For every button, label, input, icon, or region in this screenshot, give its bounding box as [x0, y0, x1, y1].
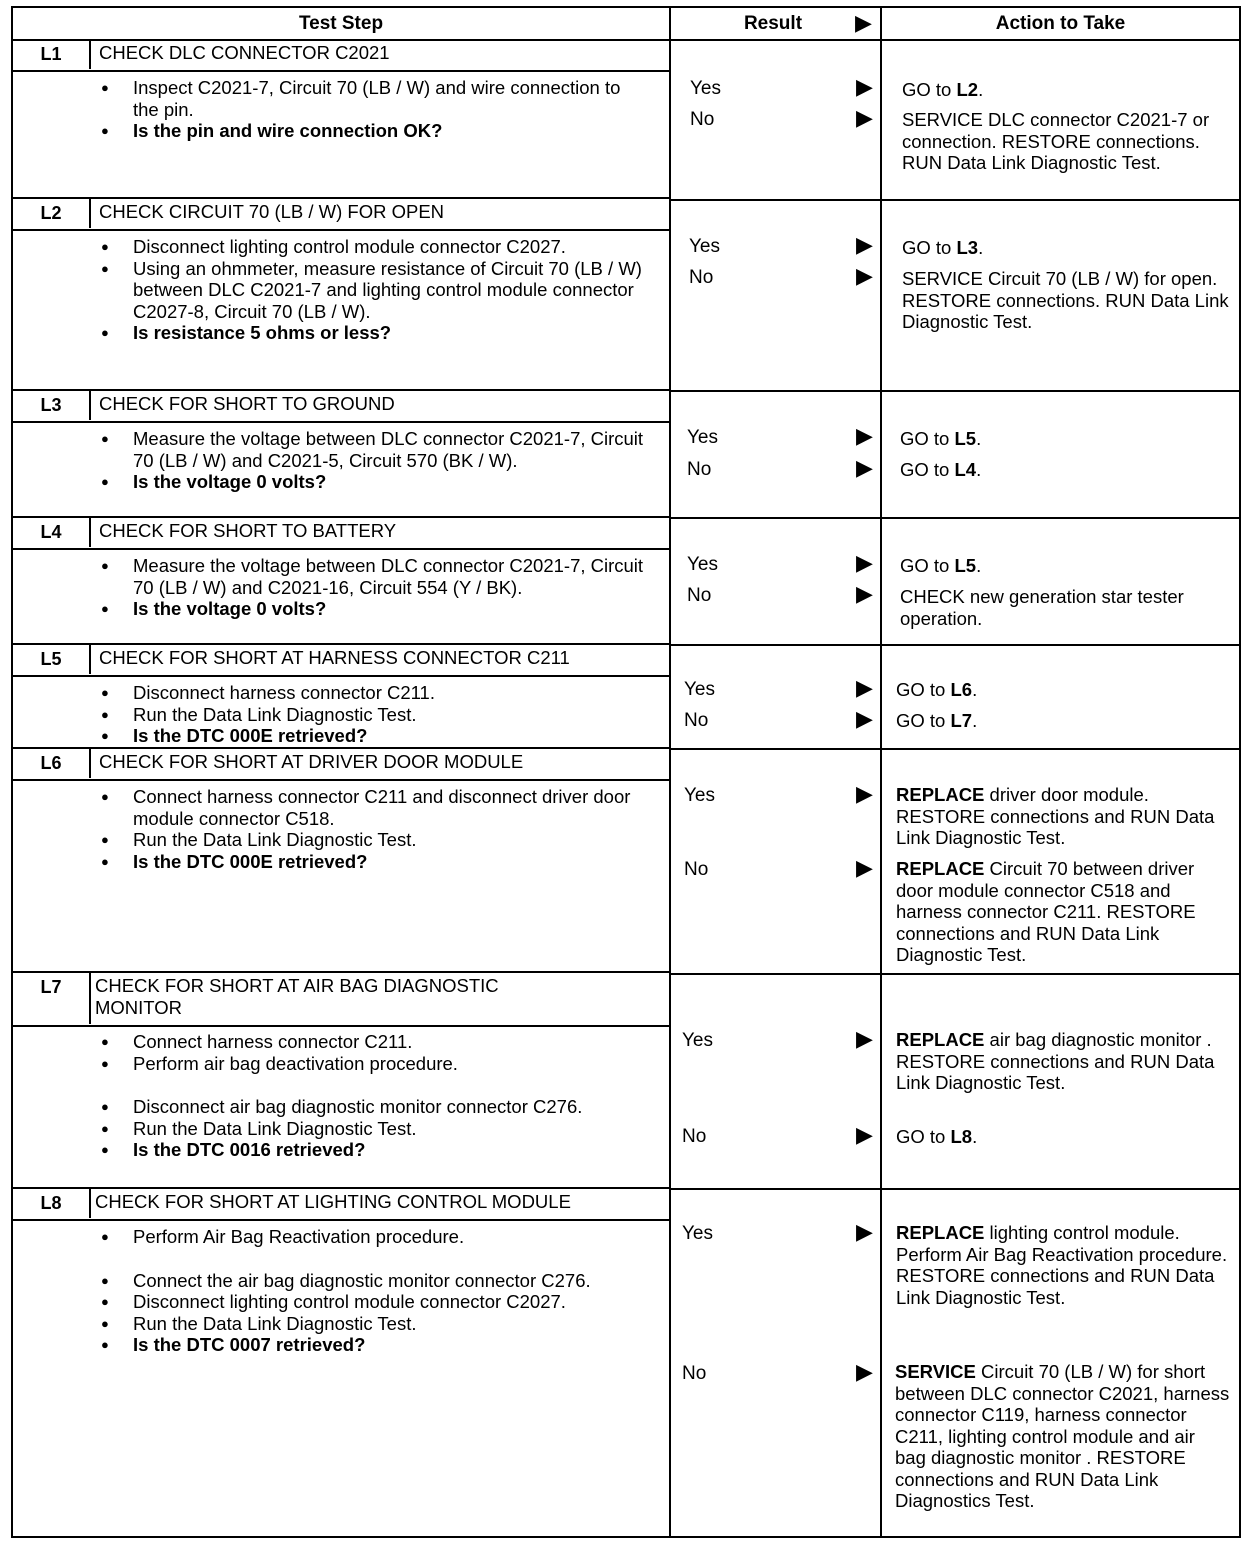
step-title: CHECK FOR SHORT TO BATTERY: [99, 520, 397, 541]
step-bullets: [97, 555, 649, 620]
result-no: No: [690, 109, 715, 130]
arrow-icon: ▶: [856, 105, 873, 130]
header-test-step: Test Step: [298, 13, 384, 34]
arrow-icon: ▶: [856, 263, 873, 288]
step-L2: [13, 198, 669, 388]
action-yes: GO to L2.: [902, 79, 984, 100]
arrow-icon: ▶: [856, 581, 873, 606]
arrow-icon: ▶: [856, 232, 873, 257]
header-arrow-icon: ▶: [855, 10, 872, 35]
action-no: SERVICE DLC connector C2021-7 or connection. RESTORE connections. RUN Data Link Diagnostic Test.: [902, 109, 1210, 173]
step-L7: [13, 972, 669, 1188]
action-yes: GO to L6.: [896, 679, 978, 700]
list-item: ● Disconnect harness connector C211.: [97, 682, 649, 704]
step-question: ● Is the DTC 000E retrieved?: [97, 851, 649, 873]
step-bullets: [97, 77, 649, 142]
arrow-icon: ▶: [856, 1122, 873, 1147]
step-id: L2: [40, 202, 62, 223]
arrow-icon: ▶: [856, 706, 873, 731]
result-no: No: [687, 585, 712, 606]
list-item: ● Run the Data Link Diagnostic Test.: [97, 829, 649, 851]
step-bullets: [97, 236, 649, 344]
step-title: CHECK FOR SHORT TO GROUND: [99, 393, 395, 414]
step-bullets: [97, 786, 649, 872]
step-question: ● Is the DTC 000E retrieved?: [97, 725, 649, 747]
list-item: ● Disconnect air bag diagnostic monitor connector C276.: [97, 1096, 649, 1118]
list-item: ● Connect harness connector C211 and disconnect driver door module connector C518.: [97, 786, 649, 829]
step-id: L1: [40, 43, 62, 64]
result-no: No: [687, 459, 712, 480]
result-yes: Yes: [682, 1223, 713, 1244]
list-item: ● Connect the air bag diagnostic monitor connector C276.: [97, 1270, 649, 1292]
step-title: CHECK FOR SHORT AT AIR BAG DIAGNOSTIC MONITOR: [95, 975, 499, 1018]
list-item: ● Perform Air Bag Reactivation procedure.: [97, 1226, 649, 1248]
header-action: Action to Take: [995, 13, 1126, 34]
step-bullets: [97, 428, 649, 493]
step-L8: [13, 1188, 669, 1528]
step-title: CHECK FOR SHORT AT DRIVER DOOR MODULE: [99, 751, 524, 772]
result-yes: Yes: [687, 554, 718, 575]
action-yes: REPLACE air bag diagnostic monitor . RESTORE connections and RUN Data Link Diagnostic Test.: [896, 1029, 1215, 1093]
action-no: CHECK new generation star tester operation.: [900, 586, 1184, 629]
list-item: ● Measure the voltage between DLC connector C2021-7, Circuit 70 (LB / W) and C2021-5, Circuit 570 (BK / W).: [97, 428, 649, 471]
arrow-icon: ▶: [856, 455, 873, 480]
result-yes: Yes: [689, 236, 720, 257]
action-no: GO to L8.: [896, 1126, 978, 1147]
step-id: L8: [40, 1192, 62, 1213]
arrow-icon: ▶: [856, 781, 873, 806]
step-bullets: [97, 1226, 649, 1356]
list-item: ● Run the Data Link Diagnostic Test.: [97, 704, 649, 726]
list-item: ● Perform air bag deactivation procedure.: [97, 1053, 649, 1075]
step-question: ● Is the voltage 0 volts?: [97, 598, 649, 620]
column-divider-result: [880, 8, 882, 1536]
list-item: ● Run the Data Link Diagnostic Test.: [97, 1313, 649, 1335]
result-yes: Yes: [684, 679, 715, 700]
step-question: ● Is resistance 5 ohms or less?: [97, 322, 649, 344]
diagnostic-table: [11, 6, 1241, 1538]
arrow-icon: ▶: [856, 675, 873, 700]
step-question: ● Is the pin and wire connection OK?: [97, 120, 649, 142]
step-title: CHECK FOR SHORT AT LIGHTING CONTROL MODULE: [95, 1191, 571, 1212]
step-id: L4: [40, 521, 62, 542]
action-yes: REPLACE driver door module. RESTORE connections and RUN Data Link Diagnostic Test.: [896, 784, 1215, 848]
list-item: ● Disconnect lighting control module connector C2027.: [97, 236, 649, 258]
step-L3: [13, 390, 669, 517]
action-no: GO to L4.: [900, 459, 982, 480]
step-title: CHECK FOR SHORT AT HARNESS CONNECTOR C211: [99, 647, 570, 668]
step-bullets: [97, 1031, 649, 1161]
step-id: L5: [40, 648, 62, 669]
step-title: CHECK DLC CONNECTOR C2021: [99, 42, 390, 63]
result-yes: Yes: [687, 427, 718, 448]
list-item: ● Using an ohmmeter, measure resistance of Circuit 70 (LB / W) between DLC C2021-7 and lighting control module connector C2027-8, Circuit 70 (LB / W).: [97, 258, 649, 323]
list-item: ● Measure the voltage between DLC connector C2021-7, Circuit 70 (LB / W) and C2021-16, Circuit 554 (Y / BK).: [97, 555, 649, 598]
action-no: SERVICE Circuit 70 (LB / W) for open. RESTORE connections. RUN Data Link Diagnostic Test.: [902, 268, 1229, 332]
step-question: ● Is the DTC 0016 retrieved?: [97, 1139, 649, 1161]
list-item: ● Disconnect lighting control module connector C2027.: [97, 1291, 649, 1313]
arrow-icon: ▶: [856, 1026, 873, 1051]
result-no: No: [682, 1363, 707, 1384]
step-L6: [13, 748, 669, 972]
result-no: No: [684, 859, 709, 880]
action-yes: GO to L3.: [902, 237, 984, 258]
list-item: ● Connect harness connector C211.: [97, 1031, 649, 1053]
action-no: GO to L7.: [896, 710, 978, 731]
result-no: No: [689, 267, 714, 288]
result-yes: Yes: [690, 78, 721, 99]
arrow-icon: ▶: [856, 855, 873, 880]
step-L4: [13, 517, 669, 644]
action-yes: GO to L5.: [900, 555, 982, 576]
action-no: SERVICE Circuit 70 (LB / W) for short between DLC connector C2021, harness connector C119, harness connector C211, lighting control module and air bag diagnostic monitor . RESTORE connections and RUN Data Link Diagnostics Test.: [895, 1361, 1230, 1511]
header-result: Result: [743, 13, 803, 34]
result-no: No: [684, 710, 709, 731]
step-L1: [13, 39, 669, 199]
arrow-icon: ▶: [856, 74, 873, 99]
step-question: ● Is the voltage 0 volts?: [97, 471, 649, 493]
step-question: ● Is the DTC 0007 retrieved?: [97, 1334, 649, 1356]
action-yes: GO to L5.: [900, 428, 982, 449]
step-id: L7: [40, 976, 62, 997]
step-title: CHECK CIRCUIT 70 (LB / W) FOR OPEN: [99, 201, 445, 222]
result-no: No: [682, 1126, 707, 1147]
result-yes: Yes: [684, 785, 715, 806]
column-divider-step: [669, 8, 671, 1536]
action-yes: REPLACE lighting control module. Perform Air Bag Reactivation procedure. RESTORE connections and RUN Data Link Diagnostic Test.: [896, 1222, 1228, 1308]
step-bullets: [97, 682, 649, 747]
arrow-icon: ▶: [856, 1219, 873, 1244]
list-item: ● Inspect C2021-7, Circuit 70 (LB / W) and wire connection to the pin.: [97, 77, 649, 120]
arrow-icon: ▶: [856, 550, 873, 575]
action-no: REPLACE Circuit 70 between driver door module connector C518 and harness connector C211. RESTORE connections and RUN Data Link Diagnostic Test.: [896, 858, 1196, 965]
step-id: L3: [40, 394, 62, 415]
step-L5: [13, 644, 669, 748]
step-id: L6: [40, 752, 62, 773]
result-yes: Yes: [682, 1030, 713, 1051]
arrow-icon: ▶: [856, 1359, 873, 1384]
list-item: ● Run the Data Link Diagnostic Test.: [97, 1118, 649, 1140]
arrow-icon: ▶: [856, 423, 873, 448]
